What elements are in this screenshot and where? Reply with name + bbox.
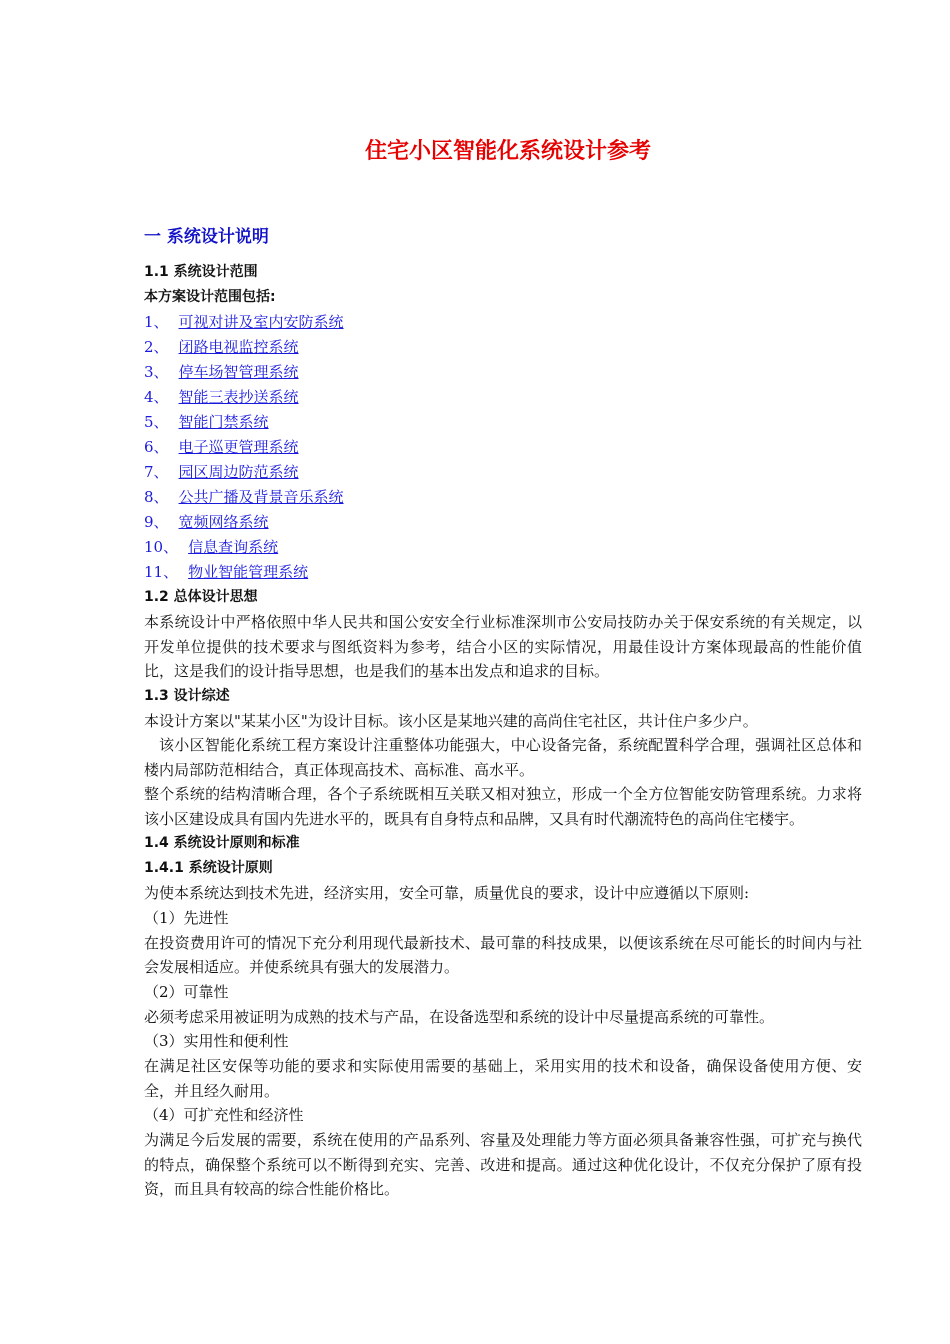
principle-title-3: （3）实用性和便利性 — [144, 1032, 289, 1050]
overview-paragraph-1: 本设计方案以"某某小区"为设计目标。该小区是某地兴建的高尚住宅社区，共计住户多少户。 — [144, 711, 758, 730]
scope-link-7[interactable]: 7、 园区周边防范系统 — [144, 463, 299, 481]
scope-link-9[interactable]: 9、 宽频网络系统 — [144, 513, 269, 531]
list-item — [144, 560, 862, 585]
principle-text-1: 在投资费用许可的情况下充分利用现代最新技术、最可靠的科技成果，以便该系统在尽可能长的时间内与社会发展相适应。并使系统具有强大的发展潜力。 — [144, 933, 862, 976]
subsection-heading-1-1: 1.1 系统设计范围 — [144, 264, 258, 280]
scope-list — [144, 310, 862, 585]
scope-link-2[interactable]: 2、 闭路电视监控系统 — [144, 338, 299, 356]
list-item — [144, 385, 862, 410]
scope-link-10[interactable]: 10、 信息查询系统 — [144, 538, 279, 556]
scope-intro: 本方案设计范围包括: — [144, 289, 276, 305]
subsection-heading-1-4: 1.4 系统设计原则和标准 — [144, 835, 300, 851]
principle-title-2: （2）可靠性 — [144, 982, 229, 1001]
list-item — [144, 535, 862, 560]
section-heading-1: 一 系统设计说明 — [144, 227, 269, 247]
document-title: 住宅小区智能化系统设计参考 — [364, 139, 651, 164]
list-item — [144, 460, 862, 485]
subsection-heading-1-4-1: 1.4.1 系统设计原则 — [144, 860, 273, 876]
scope-link-3[interactable]: 3、 停车场智管理系统 — [144, 363, 299, 381]
principles-intro: 为使本系统达到技术先进，经济实用，安全可靠，质量优良的要求，设计中应遵循以下原则: — [144, 884, 750, 902]
subsection-heading-1-2: 1.2 总体设计思想 — [144, 589, 258, 605]
scope-link-11[interactable]: 11、 物业智能管理系统 — [144, 563, 309, 581]
subsection-heading-1-3: 1.3 设计综述 — [144, 687, 230, 704]
overview-paragraph-2: 该小区智能化系统工程方案设计注重整体功能强大，中心设备完备，系统配置科学合理，强调社区总体和楼内局部防范相结合，真正体现高技术、高标准、高水平。 — [144, 736, 862, 779]
document-page — [144, 130, 862, 1202]
list-item — [144, 360, 862, 385]
principle-text-3: 在满足社区安保等功能的要求和实际使用需要的基础上，采用实用的技术和设备，确保设备使用方便、安全，并且经久耐用。 — [144, 1057, 862, 1100]
list-item — [144, 435, 862, 460]
list-item — [144, 485, 862, 510]
list-item — [144, 335, 862, 360]
principle-text-4: 为满足今后发展的需要，系统在使用的产品系列、容量及处理能力等方面必须具备兼容性强，可扩充与换代的特点，确保整个系统可以不断得到充实、完善、改进和提高。通过这种优化设计，不仅充分保护了原有投资，而且具有较高的综合性能价格比。 — [144, 1131, 862, 1198]
overview-paragraph-3: 整个系统的结构清晰合理，各个子系统既相互关联又相对独立，形成一个全方位智能安防管理系统。力求将该小区建设成具有国内先进水平的，既具有自身特点和品牌，又具有时代潮流特色的高尚住宅楼宇。 — [144, 785, 862, 828]
scope-link-5[interactable]: 5、 智能门禁系统 — [144, 413, 269, 431]
scope-link-1[interactable]: 1、 可视对讲及室内安防系统 — [144, 313, 344, 331]
principle-text-2: 必须考虑采用被证明为成熟的技术与产品，在设备选型和系统的设计中尽量提高系统的可靠性。 — [144, 1007, 775, 1026]
principle-title-1: （1）先进性 — [144, 908, 229, 927]
list-item — [144, 510, 862, 535]
scope-link-4[interactable]: 4、 智能三表抄送系统 — [144, 388, 299, 406]
list-item — [144, 310, 862, 335]
design-philosophy-paragraph: 本系统设计中严格依照中华人民共和国公安安全行业标准深圳市公安局技防办关于保安系统的有关规定，以开发单位提供的技术要求与图纸资料为参考，结合小区的实际情况，用最佳设计方案体现最高的性能价值比，这是我们的设计指导思想，也是我们的基本出发点和追求的目标。 — [144, 613, 862, 680]
scope-link-6[interactable]: 6、 电子巡更管理系统 — [144, 438, 299, 456]
scope-link-8[interactable]: 8、 公共广播及背景音乐系统 — [144, 488, 344, 506]
principle-title-4: （4）可扩充性和经济性 — [144, 1106, 304, 1124]
list-item — [144, 410, 862, 435]
